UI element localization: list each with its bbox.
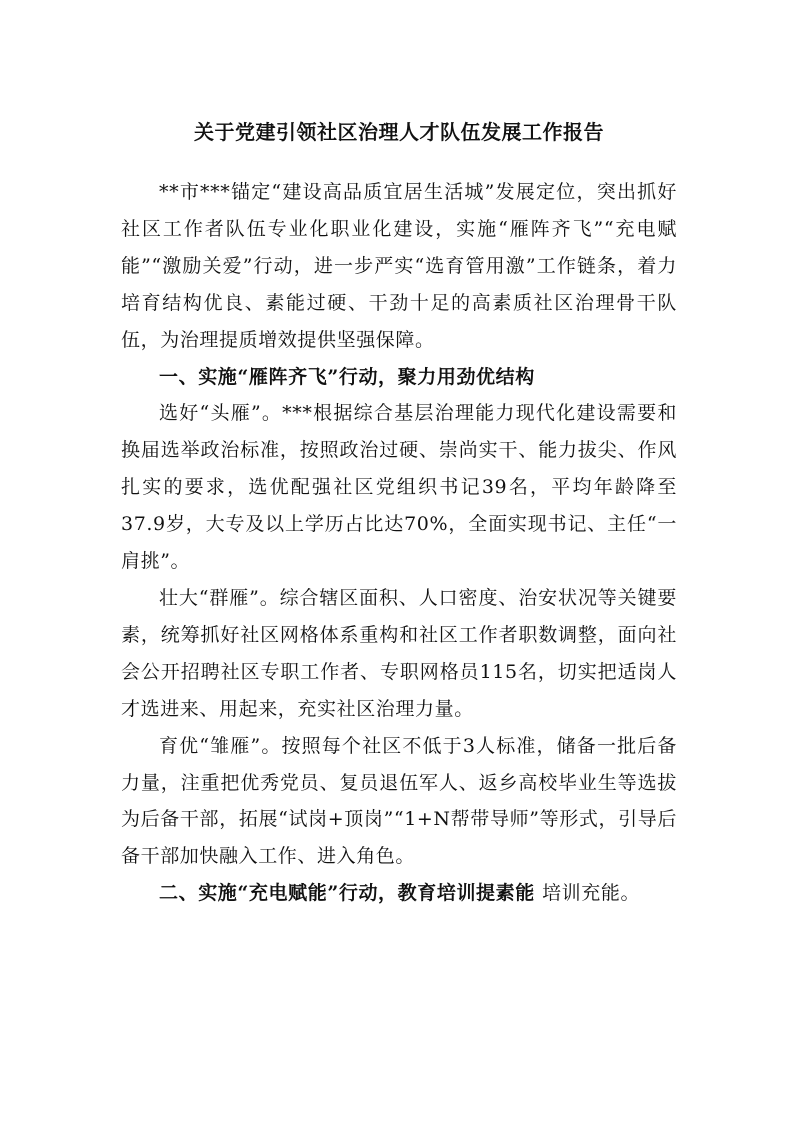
section-2-heading <box>121 875 677 912</box>
section-1-heading: 一、实施“雁阵齐飞”行动，聚力用劲优结构 <box>159 365 535 388</box>
section-2-heading-text: 二、实施“充电赋能”行动，教育培训提素能 <box>159 882 535 905</box>
paragraph-group-geese: 壮大“群雁”。综合辖区面积、人口密度、治安状况等关键要素，统筹抓好社区网格体系重构和社区工作者职数调整，面向社会公开招聘社区专职工作者、专职网格员115名，切实把适岗人才选进来、用起来，充实社区治理力量。 <box>121 586 677 720</box>
paragraph-lead-geese: 选好“头雁”。***根据综合基层治理能力现代化建设需要和换届选举政治标准，按照政治过硬、崇尚实干、能力拔尖、作风扎实的要求，选优配强社区党组织书记39名，平均年龄降至37.9岁，大专及以上学历占比达70%，全面实现书记、主任“一肩挑”。 <box>121 402 677 573</box>
paragraph-young-geese: 育优“雏雁”。按照每个社区不低于3人标准，储备一批后备力量，注重把优秀党员、复员退伍军人、返乡高校毕业生等选拔为后备干部，拓展“试岗+顶岗”“1+N帮带导师”等形式，引导后备干部加快融入工作、进入角色。 <box>121 734 677 868</box>
section-2-tail-text: 培训充能。 <box>542 882 641 905</box>
document-body <box>121 118 677 912</box>
document-title: 关于党建引领社区治理人才队伍发展工作报告 <box>194 120 604 144</box>
intro-paragraph: **市***锚定“建设高品质宜居生活城”发展定位，突出抓好社区工作者队伍专业化职业化建设，实施“雁阵齐飞”“充电赋能”“激励关爱”行动，进一步严实“选育管用激”工作链条，着力培育结构优良、素能过硬、干劲十足的高素质社区治理骨干队伍，为治理提质增效提供坚强保障。 <box>121 181 677 351</box>
